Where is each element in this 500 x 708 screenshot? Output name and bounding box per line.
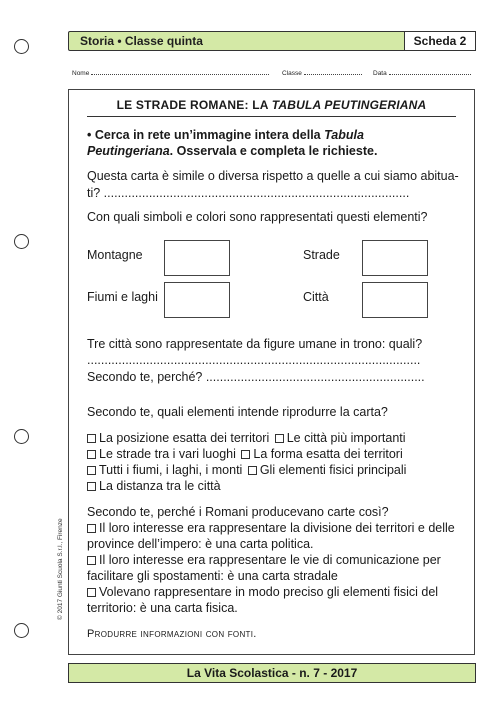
worksheet-title: LE STRADE ROMANE: LA TABULA PEUTINGERIANA [116,98,427,112]
task-line-1: • Cerca in rete un’immagine intera della Tabula [87,128,364,142]
question-3-why[interactable]: Secondo te, perché? ............................................................... [87,370,425,384]
name-label: Nome [72,70,90,77]
label-strade: Strade [303,248,340,262]
question-1-answer-line[interactable]: ti? ........................................................................................ [87,186,410,200]
question-4-row-4: La distanza tra le città [87,478,221,494]
checkbox[interactable] [87,434,96,443]
question-3-answer-line[interactable]: ................................................................................................ [87,353,421,367]
binder-hole [14,234,29,249]
skill-label: Produrre informazioni con fonti. [87,628,257,640]
label-citta: Città [303,290,329,304]
question-1-line-1: Questa carta è simile o diversa rispetto a quelle a cui siamo abitua- [87,169,459,183]
answer-box-fiumi-e-laghi[interactable] [164,282,230,318]
answer-box-citta[interactable] [362,282,428,318]
checkbox[interactable] [248,466,257,475]
question-4: Secondo te, quali elementi intende riprodurre la carta? [87,405,388,419]
question-5-option-1: Il loro interesse era rappresentare la divisione dei territori e delle [87,520,455,536]
answer-box-montagne[interactable] [164,240,230,276]
question-5: Secondo te, perché i Romani producevano carte così? [87,505,389,519]
question-5-option-2-cont: facilitare gli spostamenti: è una carta stradale [87,569,338,583]
binder-hole [14,429,29,444]
checkbox[interactable] [87,450,96,459]
question-5-option-3-cont: territorio: è una carta fisica. [87,601,238,615]
header-bar [68,31,476,51]
sheet-label: Scheda 2 [404,31,476,51]
label-montagne: Montagne [87,248,143,262]
footer-bar: La Vita Scolastica - n. 7 - 2017 [68,663,476,683]
binder-hole [14,39,29,54]
class-field[interactable] [282,68,362,77]
binder-hole [14,623,29,638]
checkbox[interactable] [241,450,250,459]
question-4-row-2: Le strade tra i vari luoghi La forma esatta dei territori [87,446,403,462]
checkbox[interactable] [87,588,96,597]
checkbox[interactable] [87,556,96,565]
question-5-option-3: Volevano rappresentare in modo preciso gli elementi fisici del [87,584,438,600]
class-label: Classe [282,70,302,77]
answer-box-strade[interactable] [362,240,428,276]
worksheet [68,89,475,655]
subject-label: Storia • Classe quinta [80,34,203,48]
date-field[interactable] [373,68,471,77]
label-fiumi-e-laghi: Fiumi e laghi [87,290,158,304]
question-2: Con quali simboli e colori sono rappresentati questi elementi? [87,210,428,224]
question-3: Tre città sono rappresentate da figure umane in trono: quali? [87,337,423,351]
date-label: Data [373,70,387,77]
name-field[interactable] [72,68,269,77]
checkbox[interactable] [87,466,96,475]
question-5-option-1-cont: province dell’impero: è una carta politica. [87,537,314,551]
question-4-row-1: La posizione esatta dei territori Le città più importanti [87,430,406,446]
checkbox[interactable] [87,482,96,491]
task-line-2: Peutingeriana. Osservala e completa le richieste. [87,144,378,158]
copyright-notice: © 2017 Giunti Scuola S.r.l., Firenze [57,518,64,620]
checkbox[interactable] [275,434,284,443]
question-4-row-3: Tutti i fiumi, i laghi, i monti Gli elementi fisici principali [87,462,406,478]
question-5-option-2: Il loro interesse era rappresentare le vie di comunicazione per [87,552,441,568]
checkbox[interactable] [87,524,96,533]
title-underline [87,116,456,117]
